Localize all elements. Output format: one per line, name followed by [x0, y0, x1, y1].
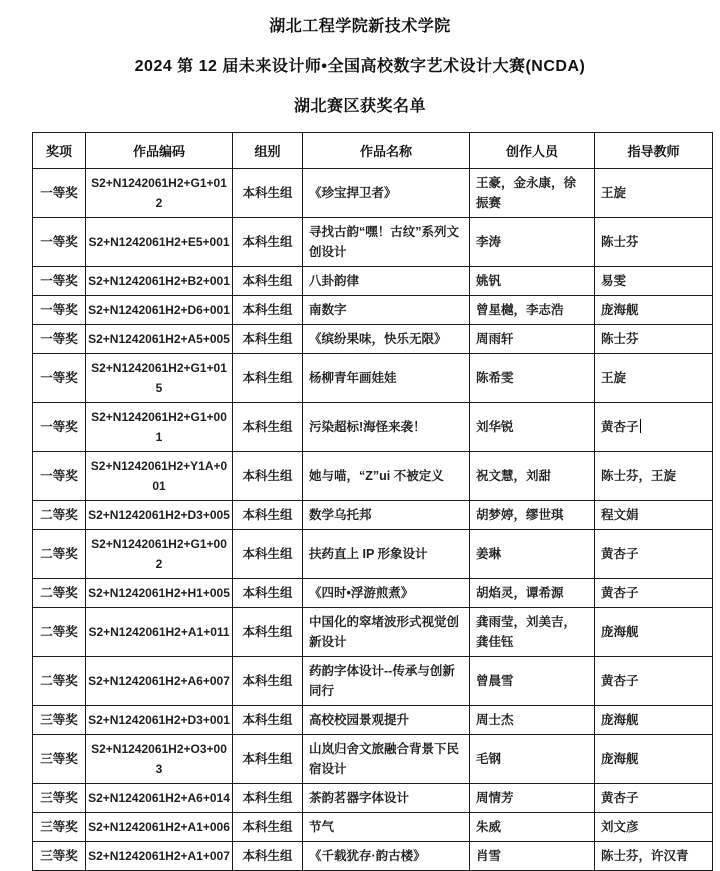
awards-table-body — [33, 169, 713, 871]
cell-work: 南数字 — [303, 296, 470, 325]
cell-group: 本科生组 — [233, 403, 303, 452]
cell-work: 《缤纷果味，快乐无限》 — [303, 325, 470, 354]
cell-award: 二等奖 — [33, 608, 86, 657]
cell-work: 《千载犹存·韵古楼》 — [303, 842, 470, 871]
cell-group: 本科生组 — [233, 706, 303, 735]
cell-work: 寻找古韵“嘿！古纹”系列文创设计 — [303, 218, 470, 267]
cell-award: 三等奖 — [33, 735, 86, 784]
cell-teacher: 王旋 — [595, 354, 713, 403]
cell-award: 一等奖 — [33, 452, 86, 501]
cell-group: 本科生组 — [233, 657, 303, 706]
cell-group: 本科生组 — [233, 218, 303, 267]
title-line-1: 湖北工程学院新技术学院 — [269, 18, 451, 35]
cell-creators: 李涛 — [470, 218, 595, 267]
cell-teacher: 黄杏子 — [595, 784, 713, 813]
cell-creators: 周士杰 — [470, 706, 595, 735]
table-row — [33, 784, 713, 813]
cell-teacher: 黄杏子 — [595, 530, 713, 579]
cell-teacher: 黄杏子 — [595, 657, 713, 706]
table-row — [33, 296, 713, 325]
cell-group: 本科生组 — [233, 608, 303, 657]
cell-group: 本科生组 — [233, 296, 303, 325]
cell-group: 本科生组 — [233, 169, 303, 218]
text-cursor — [640, 419, 641, 433]
cell-creators: 周情芳 — [470, 784, 595, 813]
column-header-teacher: 指导教师 — [595, 133, 713, 169]
cell-creators: 朱威 — [470, 813, 595, 842]
table-header-row — [33, 133, 713, 169]
cell-creators: 肖雪 — [470, 842, 595, 871]
cell-code: S2+N1242061H2+A1+011 — [86, 608, 233, 657]
cell-group: 本科生组 — [233, 735, 303, 784]
cell-creators: 曾星樾，李志浩 — [470, 296, 595, 325]
cell-teacher: 刘文彦 — [595, 813, 713, 842]
cell-creators: 刘华锐 — [470, 403, 595, 452]
cell-group: 本科生组 — [233, 325, 303, 354]
cell-code: S2+N1242061H2+A1+007 — [86, 842, 233, 871]
cell-code: S2+N1242061H2+H1+005 — [86, 579, 233, 608]
table-row — [33, 325, 713, 354]
cell-award: 三等奖 — [33, 813, 86, 842]
cell-teacher: 庞海舰 — [595, 608, 713, 657]
cell-code: S2+N1242061H2+D3+005 — [86, 501, 233, 530]
cell-code: S2+N1242061H2+A5+005 — [86, 325, 233, 354]
cell-award: 一等奖 — [33, 169, 86, 218]
cell-award: 一等奖 — [33, 296, 86, 325]
cell-work: 茶韵茗器字体设计 — [303, 784, 470, 813]
table-row — [33, 842, 713, 871]
cell-code: S2+N1242061H2+B2+001 — [86, 267, 233, 296]
table-row — [33, 169, 713, 218]
title-line-2: 2024 第 12 届未来设计师•全国高校数字艺术设计大赛(NCDA) — [134, 58, 586, 75]
cell-work: 她与喵，“Z”ui 不被定义 — [303, 452, 470, 501]
cell-group: 本科生组 — [233, 267, 303, 296]
cell-work: 数学乌托邦 — [303, 501, 470, 530]
cell-teacher: 陈士芬，王旋 — [595, 452, 713, 501]
cell-work: 扶药直上 IP 形象设计 — [303, 530, 470, 579]
cell-work: 《珍宝捍卫者》 — [303, 169, 470, 218]
cell-teacher: 陈士芬，许汉青 — [595, 842, 713, 871]
column-header-code: 作品编码 — [86, 133, 233, 169]
cell-teacher: 黄杏子 — [595, 579, 713, 608]
cell-award: 一等奖 — [33, 325, 86, 354]
table-row — [33, 218, 713, 267]
column-header-creators: 创作人员 — [470, 133, 595, 169]
cell-teacher: 王旋 — [595, 169, 713, 218]
cell-teacher: 庞海舰 — [595, 706, 713, 735]
cell-code: S2+N1242061H2+G1+012 — [86, 169, 233, 218]
cell-work: 八卦韵律 — [303, 267, 470, 296]
cell-code: S2+N1242061H2+O3+003 — [86, 735, 233, 784]
cell-code: S2+N1242061H2+D6+001 — [86, 296, 233, 325]
cell-creators: 胡焰灵，谭希源 — [470, 579, 595, 608]
cell-creators: 祝文慧，刘甜 — [470, 452, 595, 501]
table-row — [33, 706, 713, 735]
table-row — [33, 657, 713, 706]
cell-code: S2+N1242061H2+D3+001 — [86, 706, 233, 735]
column-header-award: 奖项 — [33, 133, 86, 169]
column-header-work: 作品名称 — [303, 133, 470, 169]
cell-teacher: 陈士芬 — [595, 325, 713, 354]
cell-code: S2+N1242061H2+G1+002 — [86, 530, 233, 579]
cell-code: S2+N1242061H2+A6+007 — [86, 657, 233, 706]
table-row — [33, 267, 713, 296]
cell-work: 杨柳青年画娃娃 — [303, 354, 470, 403]
cell-award: 二等奖 — [33, 530, 86, 579]
cell-code: S2+N1242061H2+A6+014 — [86, 784, 233, 813]
cell-teacher: 庞海舰 — [595, 296, 713, 325]
cell-award: 二等奖 — [33, 579, 86, 608]
table-row — [33, 530, 713, 579]
cell-teacher: 庞海舰 — [595, 735, 713, 784]
cell-teacher: 黄杏子 — [595, 403, 713, 452]
cell-group: 本科生组 — [233, 784, 303, 813]
cell-award: 三等奖 — [33, 842, 86, 871]
cell-code: S2+N1242061H2+G1+001 — [86, 403, 233, 452]
cell-code: S2+N1242061H2+Y1A+001 — [86, 452, 233, 501]
cell-teacher: 易雯 — [595, 267, 713, 296]
cell-creators: 龚雨莹，刘美吉，龚佳钰 — [470, 608, 595, 657]
cell-award: 三等奖 — [33, 784, 86, 813]
cell-work: 污染超标!海怪来袭！ — [303, 403, 470, 452]
cell-award: 二等奖 — [33, 657, 86, 706]
cell-award: 二等奖 — [33, 501, 86, 530]
cell-code: S2+N1242061H2+A1+006 — [86, 813, 233, 842]
cell-teacher: 陈士芬 — [595, 218, 713, 267]
column-header-group: 组别 — [233, 133, 303, 169]
table-row — [33, 813, 713, 842]
cell-group: 本科生组 — [233, 579, 303, 608]
table-row — [33, 403, 713, 452]
cell-award: 一等奖 — [33, 354, 86, 403]
cell-creators: 姜琳 — [470, 530, 595, 579]
cell-award: 三等奖 — [33, 706, 86, 735]
cell-work: 中国化的窣堵波形式视觉创新设计 — [303, 608, 470, 657]
cell-award: 一等奖 — [33, 218, 86, 267]
cell-creators: 王豪，金永康，徐振赛 — [470, 169, 595, 218]
table-row — [33, 579, 713, 608]
cell-group: 本科生组 — [233, 354, 303, 403]
cell-creators: 胡梦婷，缪世琪 — [470, 501, 595, 530]
cell-creators: 姚钒 — [470, 267, 595, 296]
cell-work: 《四时•浮游煎煮》 — [303, 579, 470, 608]
awards-table — [32, 132, 713, 871]
table-row — [33, 501, 713, 530]
cell-code: S2+N1242061H2+E5+001 — [86, 218, 233, 267]
table-row — [33, 452, 713, 501]
table-row — [33, 608, 713, 657]
cell-award: 一等奖 — [33, 267, 86, 296]
cell-group: 本科生组 — [233, 842, 303, 871]
cell-work: 节气 — [303, 813, 470, 842]
cell-creators: 毛钢 — [470, 735, 595, 784]
table-row — [33, 354, 713, 403]
cell-creators: 陈希雯 — [470, 354, 595, 403]
cell-work: 高校校园景观提升 — [303, 706, 470, 735]
table-row — [33, 735, 713, 784]
cell-code: S2+N1242061H2+G1+015 — [86, 354, 233, 403]
cell-work: 药韵字体设计--传承与创新同行 — [303, 657, 470, 706]
cell-teacher: 程文娟 — [595, 501, 713, 530]
cell-creators: 曾晨雪 — [470, 657, 595, 706]
cell-group: 本科生组 — [233, 530, 303, 579]
cell-group: 本科生组 — [233, 452, 303, 501]
title-line-3: 湖北赛区获奖名单 — [293, 98, 426, 115]
cell-creators: 周雨轩 — [470, 325, 595, 354]
cell-work: 山岚归舍文旅融合背景下民宿设计 — [303, 735, 470, 784]
cell-group: 本科生组 — [233, 813, 303, 842]
cell-group: 本科生组 — [233, 501, 303, 530]
cell-award: 一等奖 — [33, 403, 86, 452]
